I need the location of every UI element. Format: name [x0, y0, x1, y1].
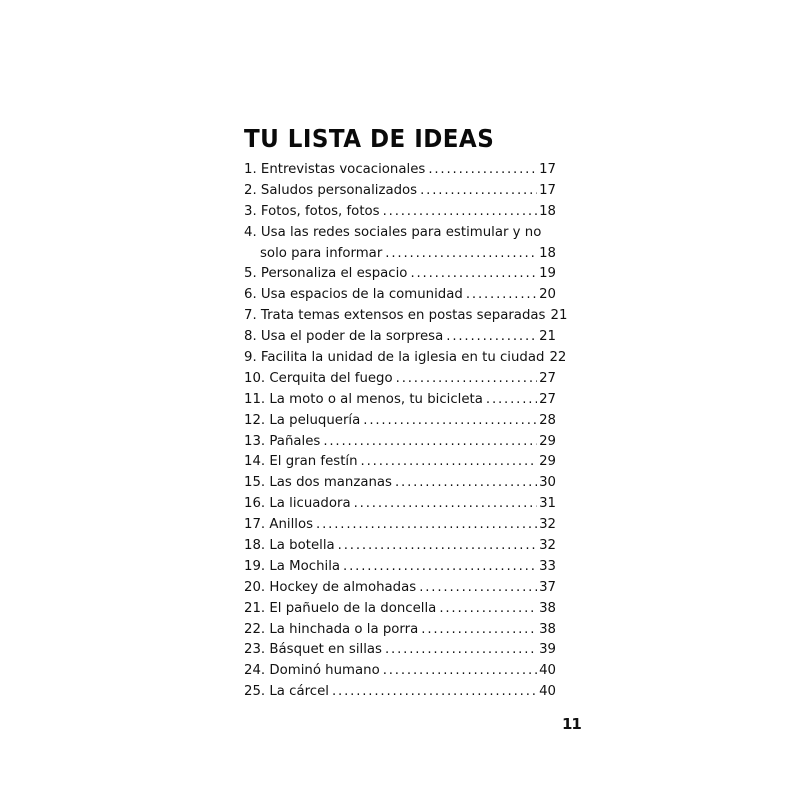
toc-entry-label: solo para informar — [260, 245, 383, 261]
dot-leader — [419, 578, 537, 599]
dot-leader — [383, 661, 537, 682]
toc-entry-label: 12. La peluquería — [244, 412, 361, 428]
dot-leader — [410, 264, 537, 285]
table-of-contents — [244, 160, 568, 703]
toc-entry — [244, 557, 556, 578]
toc-entry-page: 31 — [539, 496, 556, 512]
toc-entry — [244, 661, 556, 682]
page-number: 11 — [562, 715, 581, 733]
toc-entry — [244, 682, 556, 703]
dot-leader — [385, 244, 537, 265]
toc-entry-page: 32 — [539, 538, 556, 554]
toc-entry-label: 4. Usa las redes sociales para estimular y no — [244, 224, 542, 240]
toc-entry-label: 5. Personaliza el espacio — [244, 266, 408, 282]
dot-leader — [323, 432, 537, 453]
toc-entry-label: 9. Facilita la unidad de la iglesia en tu ciudad — [244, 350, 545, 366]
toc-entry — [244, 432, 556, 453]
toc-entry-page: 22 — [549, 350, 567, 366]
toc-entry-page: 38 — [539, 600, 556, 616]
toc-entry — [244, 348, 567, 369]
toc-entry-page: 30 — [539, 475, 556, 491]
toc-entry-label: 2. Saludos personalizados — [244, 182, 418, 198]
toc-entry-label: 17. Anillos — [244, 517, 314, 533]
toc-entry-label: 13. Pañales — [244, 433, 321, 449]
toc-entry-page: 38 — [539, 621, 556, 637]
toc-entry — [244, 620, 556, 641]
page-title: TU LISTA DE IDEAS — [244, 124, 495, 153]
dot-leader — [421, 620, 537, 641]
toc-entry-page: 29 — [539, 454, 556, 470]
toc-entry-page: 37 — [539, 579, 556, 595]
toc-entry — [244, 181, 556, 202]
dot-leader — [363, 411, 537, 432]
dot-leader — [332, 682, 537, 703]
toc-entry-page: 20 — [539, 287, 556, 303]
toc-entry-page: 28 — [539, 412, 556, 428]
toc-entry-page: 40 — [539, 684, 556, 700]
dot-leader — [428, 160, 537, 181]
toc-entry — [244, 599, 556, 620]
toc-entry-label: 7. Trata temas extensos en postas separadas — [244, 308, 546, 324]
toc-entry — [244, 515, 556, 536]
toc-entry-label: 1. Entrevistas vocacionales — [244, 162, 426, 177]
toc-entry-page: 18 — [539, 203, 556, 219]
dot-leader — [343, 557, 537, 578]
toc-entry-label: 10. Cerquita del fuego — [244, 370, 393, 386]
toc-entry-page: 19 — [539, 266, 556, 282]
dot-leader — [338, 536, 537, 557]
toc-entry-page: 21 — [550, 308, 568, 324]
dot-leader — [420, 181, 537, 202]
toc-entry-label: 19. La Mochila — [244, 558, 341, 574]
toc-entry — [244, 306, 568, 327]
toc-entry — [244, 327, 556, 348]
dot-leader — [316, 515, 537, 536]
toc-entry — [244, 369, 556, 390]
toc-entry-label: 24. Dominó humano — [244, 663, 380, 679]
dot-leader — [361, 452, 538, 473]
toc-entry — [244, 473, 556, 494]
toc-entry — [244, 452, 556, 473]
toc-entry — [244, 285, 556, 306]
toc-entry — [244, 264, 556, 285]
toc-entry-label: 14. El gran festín — [244, 454, 358, 470]
dot-leader — [446, 327, 537, 348]
toc-entry-label: 20. Hockey de almohadas — [244, 579, 417, 595]
dot-leader — [466, 285, 537, 306]
toc-entry-continuation — [244, 244, 556, 265]
dot-leader — [395, 473, 537, 494]
toc-entry — [244, 640, 556, 661]
toc-entry-label: 11. La moto o al menos, tu bicicleta — [244, 391, 483, 407]
toc-entry-page: 18 — [539, 245, 556, 261]
toc-entry-page: 40 — [539, 663, 556, 679]
toc-entry-page: 39 — [539, 642, 556, 658]
toc-entry-page: 27 — [539, 391, 556, 407]
toc-entry-page: 29 — [539, 433, 556, 449]
dot-leader — [439, 599, 537, 620]
toc-entry-label: 3. Fotos, fotos, fotos — [244, 203, 380, 219]
dot-leader — [354, 494, 537, 515]
toc-entry-label: 8. Usa el poder de la sorpresa — [244, 329, 444, 345]
toc-entry — [244, 202, 556, 223]
toc-entry-page: 27 — [539, 370, 556, 386]
dot-leader — [385, 640, 537, 661]
dot-leader — [486, 390, 537, 411]
toc-entry — [244, 411, 556, 432]
toc-entry — [244, 160, 556, 181]
toc-entry-page: 17 — [539, 182, 556, 198]
toc-entry-label: 15. Las dos manzanas — [244, 475, 392, 491]
toc-entry-page: 32 — [539, 517, 556, 533]
toc-entry-label: 25. La cárcel — [244, 684, 329, 700]
toc-entry-page: 21 — [539, 329, 556, 345]
toc-entry-label: 22. La hinchada o la porra — [244, 621, 419, 637]
toc-entry — [244, 390, 556, 411]
toc-entry — [244, 494, 556, 515]
toc-entry-label: 16. La licuadora — [244, 496, 351, 512]
toc-entry — [244, 578, 556, 599]
toc-entry-page: 17 — [539, 162, 556, 177]
toc-entry-label: 23. Básquet en sillas — [244, 642, 382, 658]
toc-entry-page: 33 — [539, 558, 556, 574]
toc-entry — [244, 223, 556, 244]
toc-entry-label: 18. La botella — [244, 538, 335, 554]
dot-leader — [396, 369, 537, 390]
dot-leader — [383, 202, 537, 223]
toc-entry-label: 6. Usa espacios de la comunidad — [244, 287, 463, 303]
toc-entry-label: 21. El pañuelo de la doncella — [244, 600, 437, 616]
toc-entry — [244, 536, 556, 557]
